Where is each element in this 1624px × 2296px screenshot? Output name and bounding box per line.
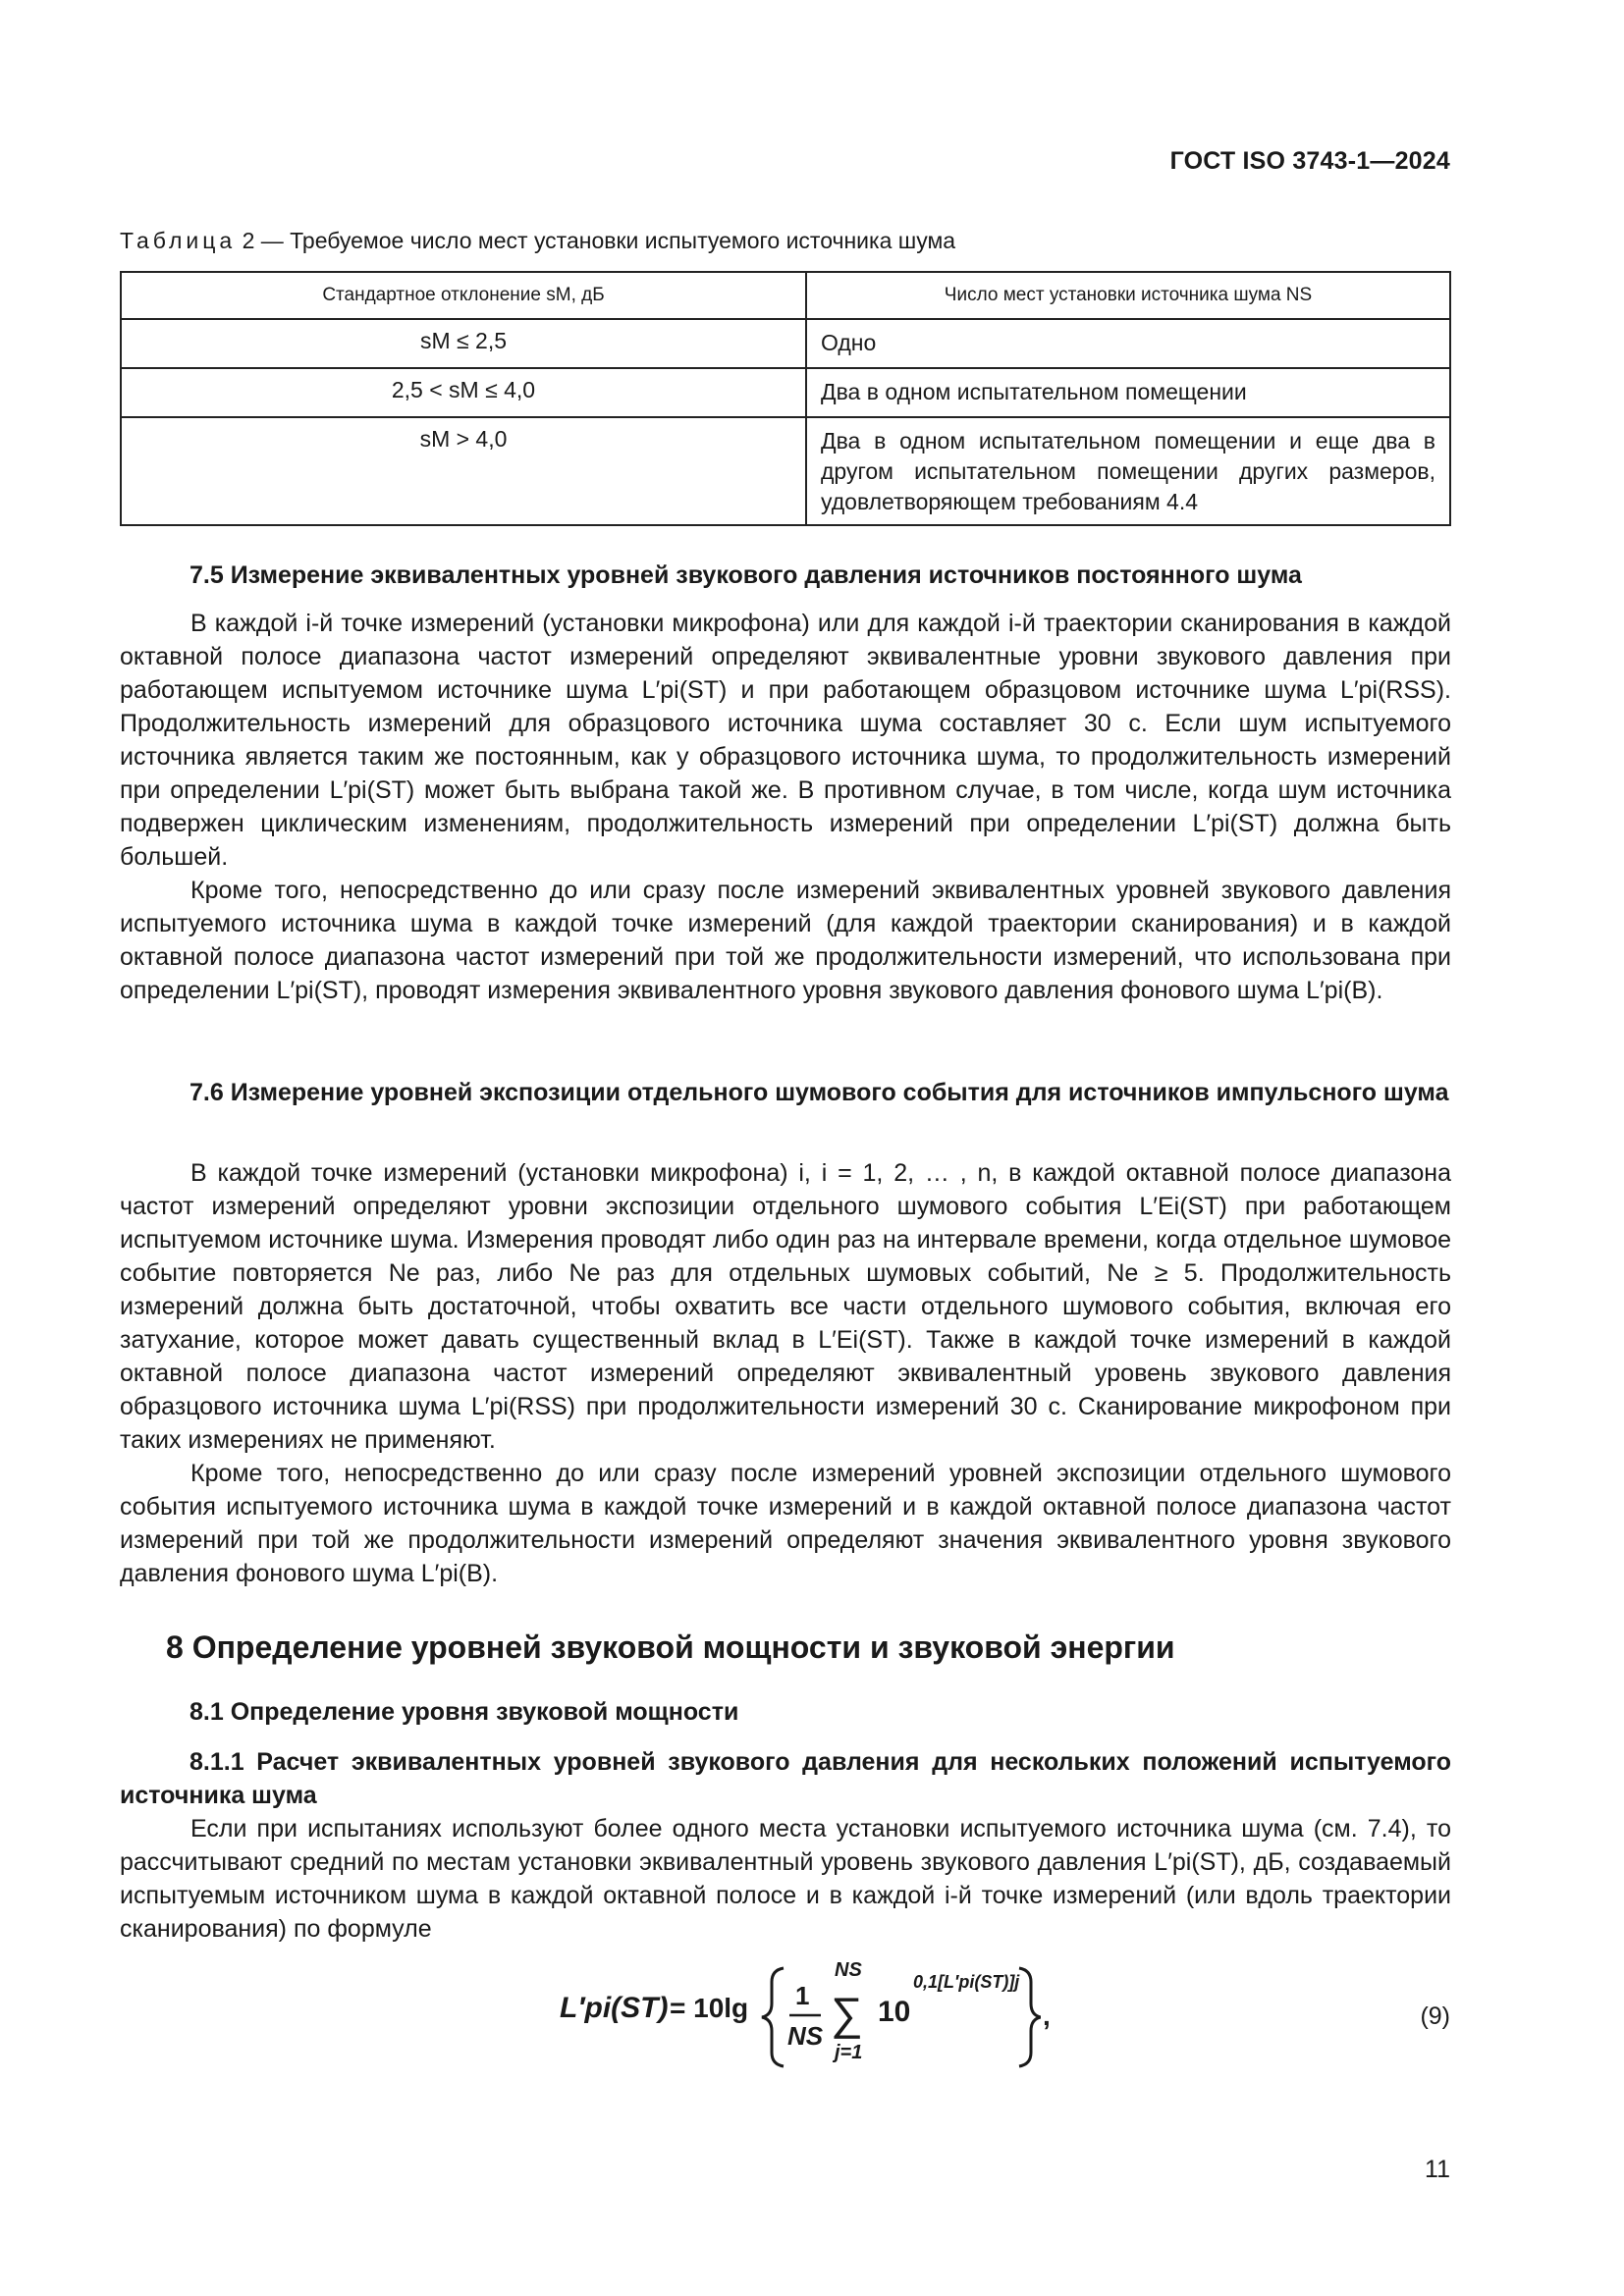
- section-8-1-1-body: [120, 1812, 1451, 1946]
- table-cell: Одно: [806, 319, 1450, 368]
- section-7-5-body: [120, 607, 1451, 1007]
- page-number: 11: [1425, 2156, 1450, 2183]
- formula-denominator: NS: [787, 2021, 824, 2051]
- standard-header: ГОСТ ISO 3743-1—2024: [1169, 147, 1450, 175]
- section-8-1-title: 8.1 Определение уровня звуковой мощности: [189, 1698, 739, 1726]
- formula-lhs: L′pi(ST): [560, 1992, 669, 2024]
- paragraph: Кроме того, непосредственно до или сразу после измерений эквивалентных уровней звукового давления испытуемого источника шума в каждой точке измерений (для каждой траектории сканирования) и в каждой октавной полосе диапазона частот измерений при той же продолжительности измерений, что использована при определении L′pi(ST), проводят измерения эквивалентного уровня звукового давления фонового шума L′pi(B).: [120, 877, 1451, 1004]
- section-7-6-title: 7.6 Измерение уровней экспозиции отдельного шумового события для источников импульсного шума: [189, 1079, 1449, 1106]
- formula-trailing-comma: ,: [1043, 2001, 1051, 2031]
- table-cell: sM ≤ 2,5: [121, 319, 806, 368]
- table-row: [121, 319, 1450, 368]
- table-cell: Два в одном испытательном помещении: [806, 368, 1450, 417]
- table-header-ns: Число мест установки источника шума NS: [806, 272, 1450, 319]
- formula-9: [550, 1949, 1041, 2086]
- formula-base: 10: [878, 1996, 911, 2028]
- table-caption-text: 2 — Требуемое число мест установки испытуемого источника шума: [242, 228, 956, 253]
- table-header-sm: Стандартное отклонение sM, дБ: [121, 272, 806, 319]
- table-cell: Два в одном испытательном помещении и еще два в другом испытательном помещении других размеров, удовлетворяющем требованиям 4.4: [806, 417, 1450, 525]
- sum-lower: j=1: [835, 2042, 863, 2063]
- table-caption-label: Таблица: [120, 228, 237, 253]
- right-brace: [1019, 1968, 1041, 2066]
- table-row: [121, 417, 1450, 525]
- table-cell: sM > 4,0: [121, 417, 806, 525]
- table-cell: 2,5 < sM ≤ 4,0: [121, 368, 806, 417]
- requirements-table: [120, 271, 1451, 526]
- formula-exponent: 0,1[L′pi(ST)]j: [913, 1972, 1020, 1992]
- formula-one: 1: [795, 1981, 810, 2010]
- section-8-1-1-title: 8.1.1 Расчет эквивалентных уровней звукового давления для нескольких положений испытуемого источника шума: [120, 1748, 1451, 1809]
- section-8-title: 8 Определение уровней звуковой мощности и звуковой энергии: [166, 1629, 1175, 1665]
- formula-eq-lg: = 10lg: [670, 1993, 749, 2023]
- table-row: [121, 368, 1450, 417]
- sum-sign: ∑: [831, 1988, 863, 2039]
- table-caption: [120, 228, 955, 254]
- sum-upper: NS: [835, 1959, 862, 1981]
- paragraph: В каждой точке измерений (установки микрофона) i, i = 1, 2, … , n, в каждой октавной полосе диапазона частот измерений определяют уровни экспозиции отдельного шумового события L′Ei(ST) при работающем испытуемом источнике шума. Измерения проводят либо один раз на интервале времени, когда отдельное шумовое событие повторяется Ne раз, либо Ne раз для отдельных шумовых событий, Ne ≥ 5. Продолжительность измерений должна быть достаточной, чтобы охватить все части отдельного шумового события, включая его затухание, которое может давать существенный вклад в L′Ei(ST). Также в каждой точке измерений в каждой октавной полосе диапазона частот измерений определяют эквивалентный уровень звукового давления образцового источника шума L′pi(RSS) при продолжительности измерений 30 с. Сканирование микрофоном при таких измерениях не применяют.: [120, 1159, 1451, 1454]
- paragraph: Если при испытаниях используют более одного места установки испытуемого источника шума (см. 7.4), то рассчитывают средний по местам установки эквивалентный уровень звукового давления L′pi(ST), дБ, создаваемый испытуемым источником шума в каждой октавной полосе и в каждой i-й точке измерений (или вдоль траектории сканирования) по формуле: [120, 1815, 1451, 1943]
- section-7-5-title: 7.5 Измерение эквивалентных уровней звукового давления источников постоянного шума: [189, 561, 1302, 589]
- left-brace: [762, 1968, 784, 2066]
- section-7-6-body: [120, 1156, 1451, 1590]
- paragraph: В каждой i-й точке измерений (установки микрофона) или для каждой i-й траектории сканирования в каждой октавной полосе диапазона частот измерений определяют эквивалентные уровни звукового давления при работающем испытуемом источнике шума L′pi(ST) и при работающем образцовом источнике шума L′pi(RSS). Продолжительность измерений для образцового источника шума составляет 30 с. Если шум испытуемого источника является таким же постоянным, как у образцового источника шума, то продолжительность измерений при определении L′pi(ST) может быть выбрана такой же. В противном случае, в том числе, когда шум источника подвержен циклическим изменениям, продолжительность измерений при определении L′pi(ST) должна быть большей.: [120, 610, 1451, 871]
- paragraph: Кроме того, непосредственно до или сразу после измерений уровней экспозиции отдельного шумового события испытуемого источника шума в каждой точке измерений и в каждой октавной полосе диапазона частот измерений при той же продолжительности измерений определяют значения эквивалентного уровня звукового давления фонового шума L′pi(B).: [120, 1460, 1451, 1587]
- equation-number: (9): [1420, 2002, 1450, 2030]
